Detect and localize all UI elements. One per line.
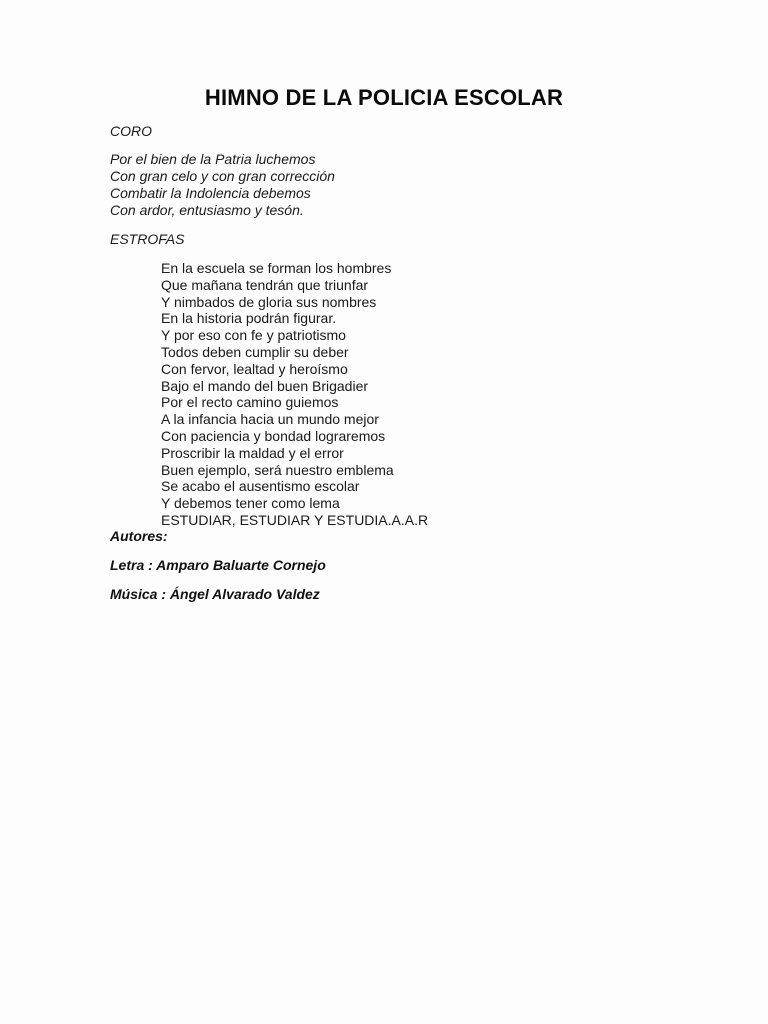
letra-credit: Letra : Amparo Baluarte Cornejo (110, 557, 326, 573)
verse-line: Con ardor, entusiasmo y tesón. (110, 202, 304, 218)
verse-line: Proscribir la maldad y el error (161, 444, 344, 461)
coro-verse (110, 151, 335, 219)
musica-credit: Música : Ángel Alvarado Valdez (110, 586, 320, 602)
verse-line: Y debemos tener como lema (161, 495, 340, 512)
verse-line: Combatir la Indolencia debemos (110, 185, 311, 201)
verse-line: A la infancia hacia un mundo mejor (161, 411, 379, 428)
verse-line: Y nimbados de gloria sus nombres (161, 293, 377, 310)
verse-line: ESTUDIAR, ESTUDIAR Y ESTUDIA.A.A.R (161, 511, 429, 528)
verse-line: Por el recto camino guiemos (161, 394, 339, 411)
verse-line: Que mañana tendrán que triunfar (161, 276, 369, 293)
verse-line: Con fervor, lealtad y heroísmo (161, 360, 348, 377)
verse-line: Con paciencia y bondad lograremos (161, 427, 386, 444)
estrofas-label: ESTROFAS (110, 231, 185, 247)
verse-line: Bajo el mando del buen Brigadier (161, 377, 369, 394)
verse-line: En la escuela se forman los hombres (161, 260, 392, 276)
document-title: HIMNO DE LA POLICIA ESCOLAR (204, 85, 564, 110)
coro-label: CORO (110, 123, 152, 139)
verse-line: Con gran celo y con gran corrección (110, 168, 335, 184)
verse-line: En la historia podrán figurar. (161, 310, 337, 327)
estrofas-verse (161, 260, 428, 529)
verse-line: Y por eso con fe y patriotismo (161, 327, 346, 344)
verse-line: Por el bien de la Patria luchemos (110, 151, 316, 167)
verse-line: Se acabo el ausentismo escolar (161, 478, 360, 495)
verse-line: Buen ejemplo, será nuestro emblema (161, 461, 394, 478)
verse-line: Todos deben cumplir su deber (161, 343, 349, 360)
autores-label: Autores: (110, 528, 168, 544)
